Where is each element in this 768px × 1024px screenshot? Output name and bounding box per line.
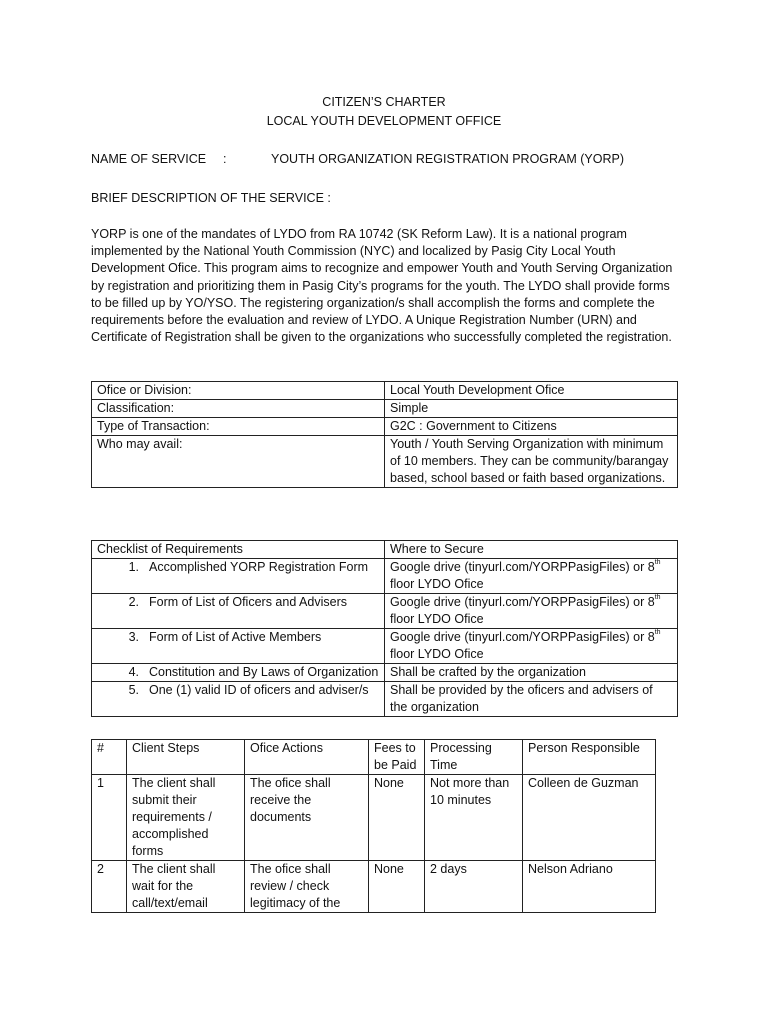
table-row bbox=[92, 664, 678, 682]
brief-heading: BRIEF DESCRIPTION OF THE SERVICE : bbox=[91, 191, 331, 205]
where-text-2: floor LYDO Ofice bbox=[390, 647, 484, 661]
requirement-text: Constitution and By Laws of Organization bbox=[149, 665, 379, 679]
where-cell bbox=[385, 594, 678, 629]
table-header-row bbox=[92, 541, 678, 559]
col-header-client-steps: Client Steps bbox=[127, 740, 245, 775]
step-number: 2 bbox=[92, 861, 127, 913]
where-cell bbox=[385, 559, 678, 594]
table-row bbox=[92, 418, 678, 436]
where-header: Where to Secure bbox=[385, 541, 678, 559]
table-row bbox=[92, 775, 656, 861]
info-label: Ofice or Division: bbox=[92, 382, 385, 400]
service-info-table bbox=[91, 381, 678, 488]
table-row bbox=[92, 629, 678, 664]
col-header-processing-time: Processing Time bbox=[425, 740, 523, 775]
requirement-text: Form of List of Active Members bbox=[149, 630, 322, 644]
charter-title: CITIZEN’S CHARTER bbox=[322, 95, 446, 109]
info-label: Classification: bbox=[92, 400, 385, 418]
processing-time: Not more than 10 minutes bbox=[425, 775, 523, 861]
processing-time: 2 days bbox=[425, 861, 523, 913]
service-name: YOUTH ORGANIZATION REGISTRATION PROGRAM (YORP) bbox=[271, 152, 625, 166]
service-colon: : bbox=[223, 152, 227, 166]
person-responsible: Nelson Adriano bbox=[523, 861, 656, 913]
office-action: The ofice shall receive the documents bbox=[245, 775, 369, 861]
requirement-text: One (1) valid ID of oficers and adviser/s bbox=[149, 683, 369, 697]
where-text: Google drive (tinyurl.com/YORPPasigFiles) or 8 bbox=[390, 560, 655, 574]
fees: None bbox=[369, 775, 425, 861]
requirement-cell bbox=[92, 629, 385, 664]
service-label: NAME OF SERVICE bbox=[91, 152, 207, 166]
requirement-cell bbox=[92, 664, 385, 682]
checklist-header: Checklist of Requirements bbox=[92, 541, 385, 559]
person-responsible: Colleen de Guzman bbox=[523, 775, 656, 861]
table-header-row bbox=[92, 740, 656, 775]
info-label: Type of Transaction: bbox=[92, 418, 385, 436]
office-action: The ofice shall review / check legitimacy of the bbox=[245, 861, 369, 913]
table-row bbox=[92, 594, 678, 629]
where-cell: Shall be crafted by the organization bbox=[385, 664, 678, 682]
where-text-2: floor LYDO Ofice bbox=[390, 577, 484, 591]
client-steps-table bbox=[91, 739, 656, 913]
info-value: Local Youth Development Ofice bbox=[385, 382, 678, 400]
fees: None bbox=[369, 861, 425, 913]
where-text: Google drive (tinyurl.com/YORPPasigFiles) or 8 bbox=[390, 595, 655, 609]
table-row bbox=[92, 559, 678, 594]
requirement-cell bbox=[92, 682, 385, 717]
brief-description: YORP is one of the mandates of LYDO from RA 10742 (SK Reform Law). It is a national program implemented by the National Youth Commission (NYC) and localized by Pasig City Local Youth Development Ofice. This program aims to recognize and empower Youth and Youth Serving Organization by registration and prioritizing them in Pasig City’s programs for the youth. The LYDO shall provide forms to be filled up by YO/YSO. The registering organization/s shall accomplish the forms and complete the requirements before the evaluation and review of LYDO. A Unique Registration Number (URN) and Certificate of Registration shall be given to the organizations who successfully completed the registration. bbox=[91, 227, 673, 345]
client-step: The client shall wait for the call/text/email bbox=[127, 861, 245, 913]
table-row bbox=[92, 861, 656, 913]
where-text: Google drive (tinyurl.com/YORPPasigFiles) or 8 bbox=[390, 630, 655, 644]
where-text-2: floor LYDO Ofice bbox=[390, 612, 484, 626]
requirement-text: Accomplished YORP Registration Form bbox=[149, 560, 369, 574]
col-header-fees: Fees to be Paid bbox=[369, 740, 425, 775]
col-header-office-actions: Ofice Actions bbox=[245, 740, 369, 775]
table-row bbox=[92, 682, 678, 717]
info-value: Simple bbox=[385, 400, 678, 418]
ordinal-suffix: th bbox=[654, 629, 661, 636]
table-row bbox=[92, 436, 678, 488]
requirement-cell bbox=[92, 594, 385, 629]
where-cell bbox=[385, 629, 678, 664]
col-header-number: # bbox=[92, 740, 127, 775]
step-number: 1 bbox=[92, 775, 127, 861]
checklist-table bbox=[91, 540, 678, 717]
client-step: The client shall submit their requirements / accomplished forms bbox=[127, 775, 245, 861]
item-number: 4. bbox=[128, 665, 139, 679]
item-number: 3. bbox=[128, 630, 139, 644]
ordinal-suffix: th bbox=[654, 559, 661, 566]
requirement-cell bbox=[92, 559, 385, 594]
table-row bbox=[92, 382, 678, 400]
where-cell: Shall be provided by the oficers and advisers of the organization bbox=[385, 682, 678, 717]
col-header-person: Person Responsible bbox=[523, 740, 656, 775]
info-value: Youth / Youth Serving Organization with minimum of 10 members. They can be community/barangay based, school based or faith based organizations. bbox=[385, 436, 678, 488]
office-title: LOCAL YOUTH DEVELOPMENT OFFICE bbox=[266, 114, 502, 128]
item-number: 1. bbox=[128, 560, 139, 574]
item-number: 2. bbox=[128, 595, 139, 609]
service-name-line bbox=[91, 152, 731, 166]
item-number: 5. bbox=[128, 683, 139, 697]
info-label: Who may avail: bbox=[92, 436, 385, 488]
requirement-text: Form of List of Oficers and Advisers bbox=[149, 595, 347, 609]
table-row bbox=[92, 400, 678, 418]
info-value: G2C : Government to Citizens bbox=[385, 418, 678, 436]
ordinal-suffix: th bbox=[654, 594, 661, 601]
